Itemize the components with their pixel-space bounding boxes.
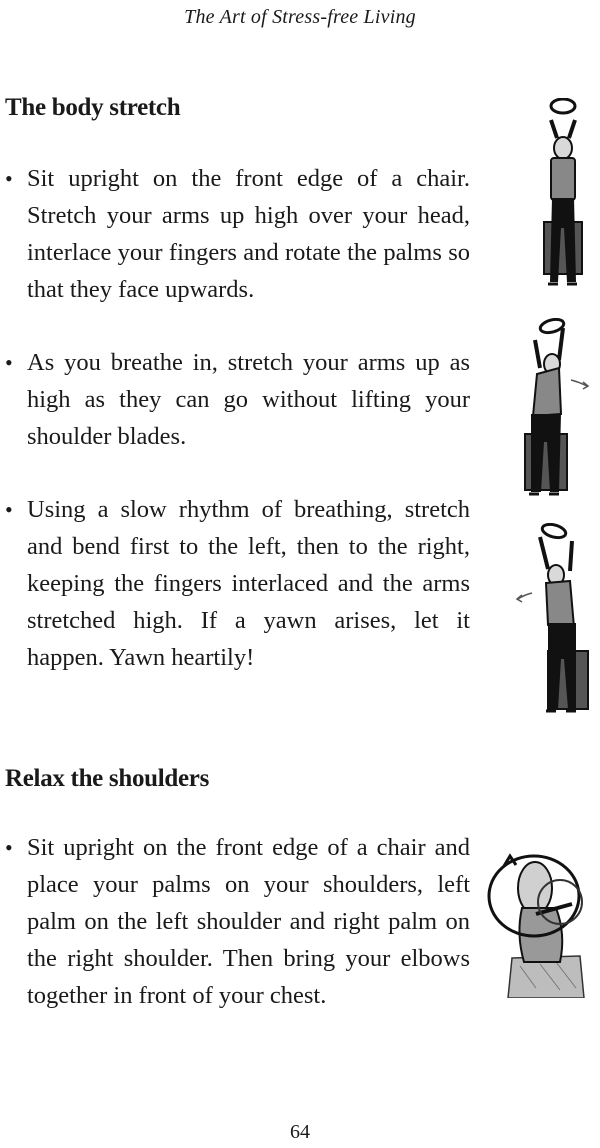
bullet-text: Sit upright on the front edge of a chair and place your palms on your shoulders, left palm on the left shoulder and right palm on the right shoulder. Then bring your elbows together in front of your chest. (27, 834, 470, 1009)
bullet-item (5, 491, 470, 676)
section-title-relax-shoulders: Relax the shoulders (5, 765, 210, 792)
bullet-dot: • (5, 497, 13, 522)
illustration-bend-right-icon (515, 318, 593, 504)
illustration-shoulder-circles-icon (480, 838, 590, 998)
page-number: 64 (290, 1121, 310, 1143)
bullet-dot: • (5, 350, 13, 375)
bullet-text: Using a slow rhythm of breathing, stretch and bend first to the left, then to the right, keeping the fingers interlaced and the arms stretched high. If a yawn arises, let it happen. Yawn heartily! (27, 496, 470, 671)
bullet-text: Sit upright on the front edge of a chair. Stretch your arms up high over your head, interlace your fingers and rotate the palms so that they face upwards. (27, 165, 470, 303)
bullet-item (5, 160, 470, 308)
running-head: The Art of Stress-free Living (184, 6, 416, 28)
bullet-dot: • (5, 835, 13, 860)
bullet-item (5, 344, 470, 455)
illustration-bend-left-icon (510, 523, 592, 723)
bullet-text: As you breathe in, stretch your arms up as high as they can go without lifting your shoulder blades. (27, 349, 470, 450)
illustration-arms-up-icon (538, 98, 588, 298)
bullet-dot: • (5, 166, 13, 191)
bullet-item (5, 829, 470, 1014)
section-title-body-stretch: The body stretch (5, 94, 181, 121)
